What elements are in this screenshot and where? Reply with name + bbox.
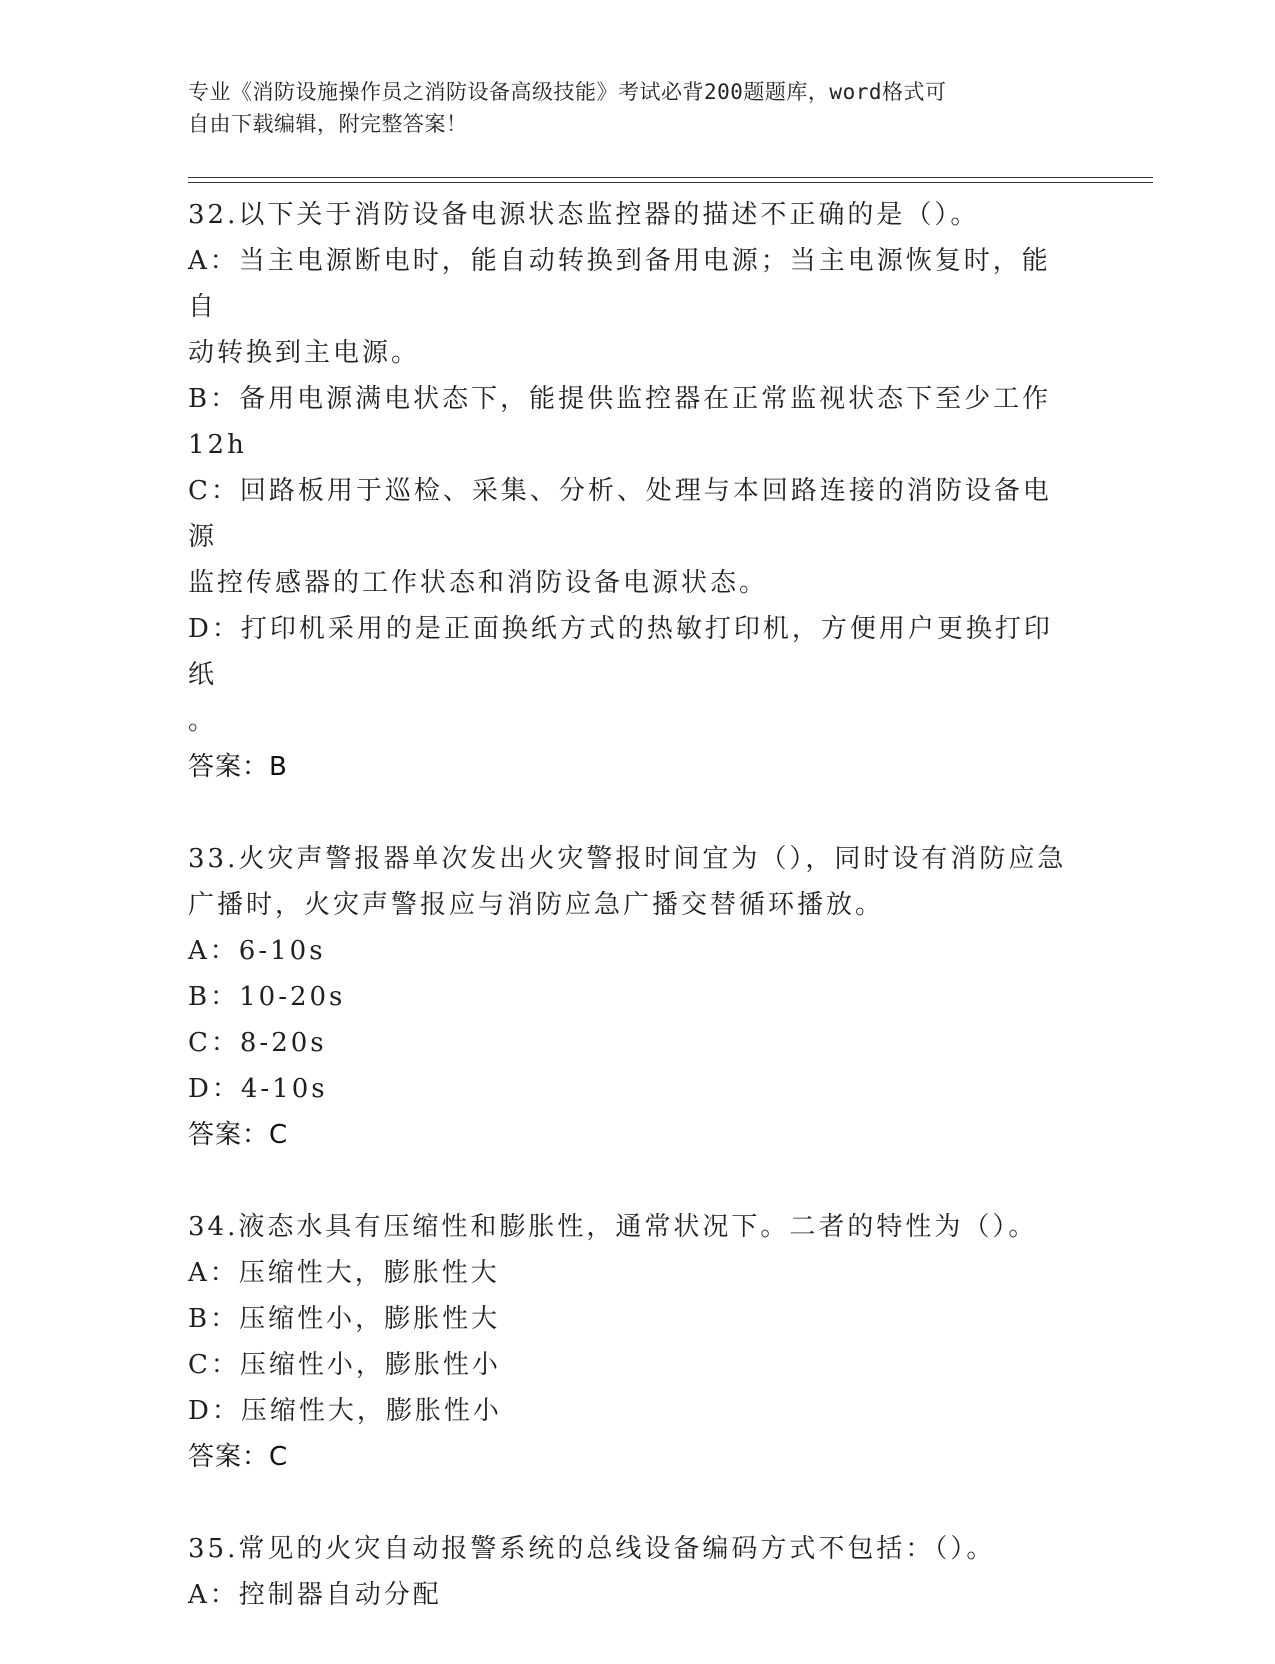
option-line: C：8-20s xyxy=(188,1028,327,1058)
option-line: C：压缩性小，膨胀性小 xyxy=(188,1350,501,1380)
option-b xyxy=(188,974,1078,1020)
header-divider-top xyxy=(188,177,1153,178)
option-line: B：10-20s xyxy=(188,982,346,1012)
option-line: C：回路板用于巡检、采集、分析、处理与本回路连接的消防设备电源 xyxy=(188,476,1052,552)
question-stem-line: 33.火灾声警报器单次发出火灾警报时间宜为（），同时设有消防应急 xyxy=(188,844,1067,874)
option-line: A：当主电源断电时，能自动转换到备用电源；当主电源恢复时，能自 xyxy=(188,246,1051,322)
option-line: 。 xyxy=(188,706,218,736)
option-line: B：压缩性小，膨胀性大 xyxy=(188,1304,501,1334)
answer-label: 答案：C xyxy=(188,1120,289,1150)
header-divider-bottom xyxy=(188,182,1153,183)
question-stem-line: 34.液态水具有压缩性和膨胀性，通常状况下。二者的特性为（）。 xyxy=(188,1212,1038,1242)
option-a xyxy=(188,238,1078,376)
option-c xyxy=(188,1020,1078,1066)
question-block xyxy=(188,1526,1078,1618)
answer-label: 答案：C xyxy=(188,1442,289,1472)
option-line: A：压缩性大，膨胀性大 xyxy=(188,1258,500,1288)
option-line: A：6-10s xyxy=(188,936,326,966)
question-block xyxy=(188,1204,1078,1480)
question-stem-line: 32.以下关于消防设备电源状态监控器的描述不正确的是（）。 xyxy=(188,200,980,230)
option-a xyxy=(188,928,1078,974)
header-line-1: 专业《消防设施操作员之消防设备高级技能》考试必背200题题库，word格式可 xyxy=(188,80,947,104)
option-line: D：4-10s xyxy=(188,1074,328,1104)
option-a xyxy=(188,1572,1078,1618)
option-d xyxy=(188,1388,1078,1434)
question-stem-line: 35.常见的火灾自动报警系统的总线设备编码方式不包括：（）。 xyxy=(188,1534,996,1564)
question-block xyxy=(188,192,1078,790)
option-line: 动转换到主电源。 xyxy=(188,338,421,368)
option-b xyxy=(188,1296,1078,1342)
header-line-2: 自由下载编辑，附完整答案！ xyxy=(188,112,468,136)
option-c xyxy=(188,468,1078,606)
option-line: D：打印机采用的是正面换纸方式的热敏打印机，方便用户更换打印纸 xyxy=(188,614,1053,690)
option-line: B：备用电源满电状态下，能提供监控器在正常监视状态下至少工作 xyxy=(188,384,1052,414)
answer-label: 答案：B xyxy=(188,752,288,782)
question-block xyxy=(188,836,1078,1158)
option-c xyxy=(188,1342,1078,1388)
option-line: 监控传感器的工作状态和消防设备电源状态。 xyxy=(188,568,769,598)
question-list xyxy=(188,192,1078,1664)
option-d xyxy=(188,606,1078,744)
document-header xyxy=(188,76,1068,140)
option-line: 12h xyxy=(188,430,247,460)
option-line: A：控制器自动分配 xyxy=(188,1580,442,1610)
question-stem-line: 广播时，火灾声警报应与消防应急广播交替循环播放。 xyxy=(188,890,885,920)
option-d xyxy=(188,1066,1078,1112)
option-a xyxy=(188,1250,1078,1296)
option-b xyxy=(188,376,1078,468)
option-line: D：压缩性大，膨胀性小 xyxy=(188,1396,502,1426)
